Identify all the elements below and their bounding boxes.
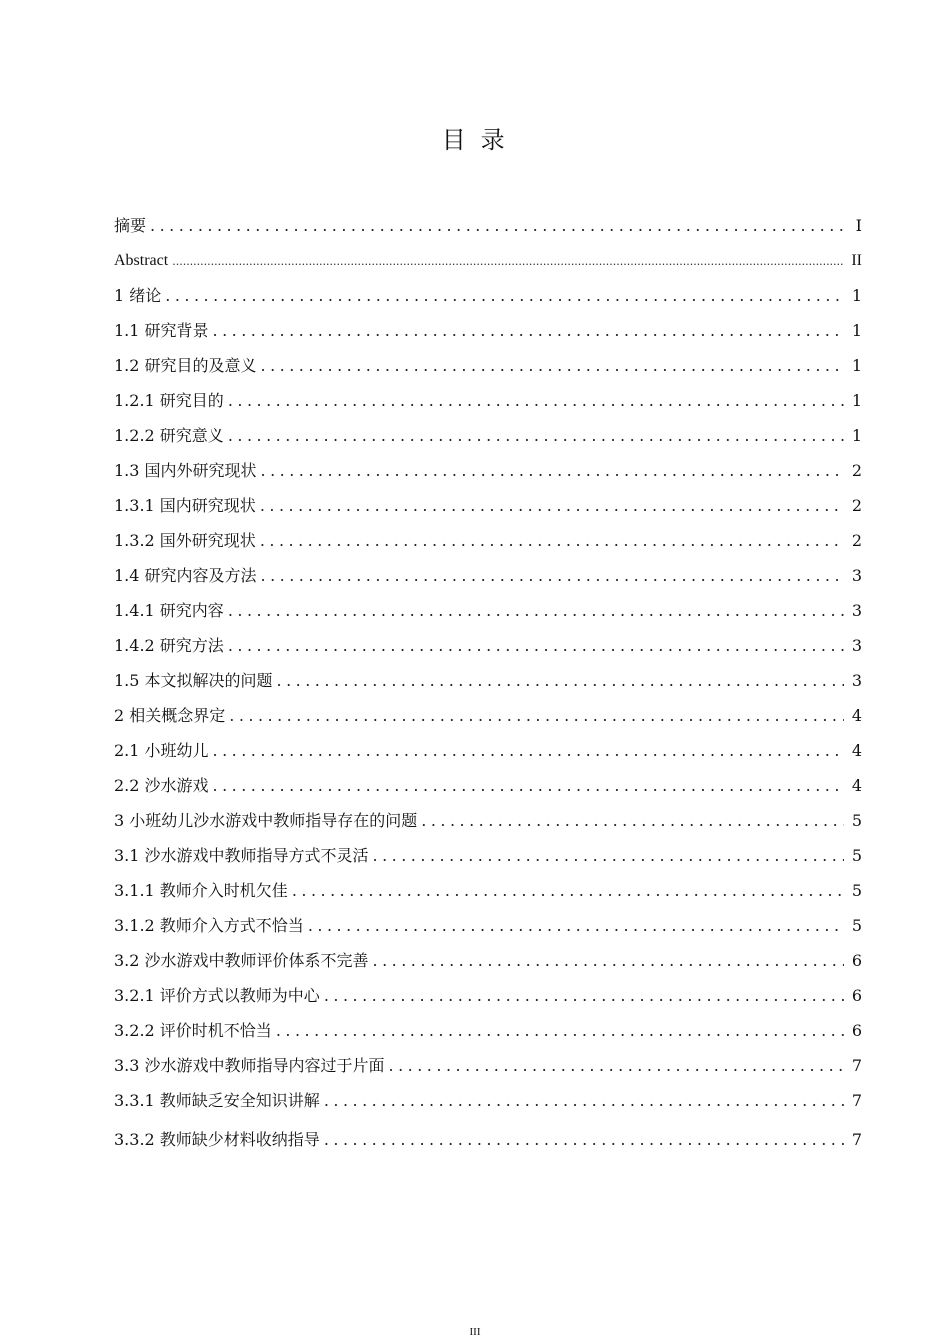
toc-entry-section-1-4-2[interactable] — [114, 628, 862, 663]
dot-leader — [421, 803, 844, 838]
toc-entry-section-1-4[interactable] — [114, 558, 862, 593]
toc-entry-section-2-2[interactable] — [114, 768, 862, 803]
toc-entry-section-1-2[interactable] — [114, 348, 862, 383]
toc-entry-page: 3 — [851, 566, 862, 585]
dot-leader — [373, 838, 844, 873]
toc-entry-section-3-2-2[interactable] — [114, 1013, 862, 1048]
toc-entry-page: 2 — [851, 531, 862, 550]
dot-leader — [228, 418, 844, 453]
toc-entry-label: 3.3.1 教师缺乏安全知识讲解 — [114, 1091, 320, 1110]
toc-entry-abstract-en[interactable] — [114, 243, 862, 278]
toc-entry-section-2-1[interactable] — [114, 733, 862, 768]
toc-entry-label: 1.1 研究背景 — [114, 321, 209, 340]
dot-leader — [229, 698, 844, 733]
toc-entry-page: 5 — [851, 846, 862, 865]
toc-entry-section-1-3-2[interactable] — [114, 523, 862, 558]
toc-entry-section-3-3-2[interactable] — [114, 1122, 862, 1157]
page-title: 目 录 — [441, 126, 509, 154]
toc-entry-page: 6 — [851, 1021, 862, 1040]
dot-leader — [261, 453, 844, 488]
toc-entry-section-1-2-2[interactable] — [114, 418, 862, 453]
toc-entry-label: 3.2.1 评价方式以教师为中心 — [114, 986, 320, 1005]
toc-entry-label: 1 绪论 — [114, 286, 162, 305]
table-of-contents — [114, 208, 862, 1157]
toc-entry-section-1-3-1[interactable] — [114, 488, 862, 523]
toc-entry-label: 3.1 沙水游戏中教师指导方式不灵活 — [114, 846, 369, 865]
dot-leader — [324, 1122, 844, 1157]
toc-entry-page: 1 — [851, 321, 862, 340]
dot-leader — [324, 978, 844, 1013]
toc-entry-page: 1 — [851, 286, 862, 305]
toc-entry-label: 1.2 研究目的及意义 — [114, 356, 257, 375]
toc-entry-page: 7 — [851, 1056, 862, 1075]
toc-entry-page: I — [855, 216, 862, 235]
toc-entry-page: 7 — [851, 1130, 862, 1149]
toc-entry-chapter-2[interactable] — [114, 698, 862, 733]
toc-entry-section-1-1[interactable] — [114, 313, 862, 348]
toc-entry-label: 1.2.2 研究意义 — [114, 426, 224, 445]
toc-entry-label: 1.3.2 国外研究现状 — [114, 531, 256, 550]
toc-entry-page: 3 — [851, 601, 862, 620]
toc-entry-label: 1.4.2 研究方法 — [114, 636, 224, 655]
dot-leader — [213, 313, 844, 348]
toc-entry-label: 1.5 本文拟解决的问题 — [114, 671, 273, 690]
toc-entry-page: 4 — [851, 741, 862, 760]
toc-entry-section-3-1[interactable] — [114, 838, 862, 873]
toc-entry-page: 2 — [851, 496, 862, 515]
toc-entry-page: 1 — [851, 391, 862, 410]
toc-entry-page: 5 — [851, 916, 862, 935]
toc-entry-label: 3 小班幼儿沙水游戏中教师指导存在的问题 — [114, 811, 418, 830]
toc-entry-label: 摘要 — [114, 216, 147, 235]
toc-entry-page: 1 — [851, 426, 862, 445]
dot-leader — [213, 768, 844, 803]
toc-entry-label: Abstract — [114, 252, 169, 269]
toc-entry-page: 5 — [851, 811, 862, 830]
dot-leader — [292, 873, 844, 908]
toc-entry-section-3-3[interactable] — [114, 1048, 862, 1083]
toc-entry-section-3-2[interactable] — [114, 943, 862, 978]
toc-entry-page: 6 — [851, 986, 862, 1005]
dot-leader — [150, 208, 844, 243]
toc-entry-page: 1 — [851, 356, 862, 375]
toc-entry-chapter-3[interactable] — [114, 803, 862, 838]
dot-leader — [228, 628, 844, 663]
toc-entry-page: 2 — [851, 461, 862, 480]
toc-entry-abstract-cn[interactable] — [114, 208, 862, 243]
dot-leader — [261, 558, 844, 593]
toc-entry-page: 6 — [851, 951, 862, 970]
toc-entry-label: 1.3 国内外研究现状 — [114, 461, 257, 480]
toc-entry-section-1-3[interactable] — [114, 453, 862, 488]
toc-entry-label: 2.2 沙水游戏 — [114, 776, 209, 795]
dot-leader — [261, 348, 844, 383]
toc-entry-section-3-2-1[interactable] — [114, 978, 862, 1013]
dot-leader — [277, 663, 844, 698]
toc-entry-section-1-5[interactable] — [114, 663, 862, 698]
dot-leader — [260, 523, 844, 558]
toc-entry-label: 3.3.2 教师缺少材料收纳指导 — [114, 1130, 320, 1149]
toc-entry-page: 4 — [851, 776, 862, 795]
toc-entry-page: 3 — [851, 636, 862, 655]
toc-entry-page: 4 — [851, 706, 862, 725]
toc-entry-label: 3.2 沙水游戏中教师评价体系不完善 — [114, 951, 369, 970]
toc-entry-chapter-1[interactable] — [114, 278, 862, 313]
toc-entry-section-1-2-1[interactable] — [114, 383, 862, 418]
toc-entry-label: 3.1.1 教师介入时机欠佳 — [114, 881, 288, 900]
toc-entry-page: 7 — [851, 1091, 862, 1110]
toc-entry-section-1-4-1[interactable] — [114, 593, 862, 628]
dot-leader — [165, 278, 844, 313]
dot-leader — [276, 1013, 844, 1048]
toc-entry-label: 3.2.2 评价时机不恰当 — [114, 1021, 272, 1040]
dot-leader — [373, 943, 844, 978]
dot-leader — [389, 1048, 844, 1083]
toc-entry-page: 3 — [851, 671, 862, 690]
dot-leader — [260, 488, 844, 523]
toc-entry-label: 1.4 研究内容及方法 — [114, 566, 257, 585]
toc-entry-label: 1.3.1 国内研究现状 — [114, 496, 256, 515]
toc-entry-page: II — [851, 252, 862, 269]
toc-entry-label: 3.3 沙水游戏中教师指导内容过于片面 — [114, 1056, 385, 1075]
dot-leader — [228, 383, 844, 418]
toc-entry-label: 3.1.2 教师介入方式不恰当 — [114, 916, 304, 935]
dot-leader — [172, 244, 844, 278]
toc-entry-label: 1.4.1 研究内容 — [114, 601, 224, 620]
dot-leader — [308, 908, 844, 943]
dot-leader — [228, 593, 844, 628]
footer-page-number: III — [469, 1326, 481, 1338]
toc-entry-label: 2.1 小班幼儿 — [114, 741, 209, 760]
toc-entry-section-3-1-2[interactable] — [114, 908, 862, 943]
toc-entry-page: 5 — [851, 881, 862, 900]
dot-leader — [324, 1083, 844, 1118]
toc-entry-section-3-3-1[interactable] — [114, 1083, 862, 1118]
toc-entry-label: 1.2.1 研究目的 — [114, 391, 224, 410]
toc-entry-label: 2 相关概念界定 — [114, 706, 226, 725]
dot-leader — [213, 733, 844, 768]
toc-entry-section-3-1-1[interactable] — [114, 873, 862, 908]
